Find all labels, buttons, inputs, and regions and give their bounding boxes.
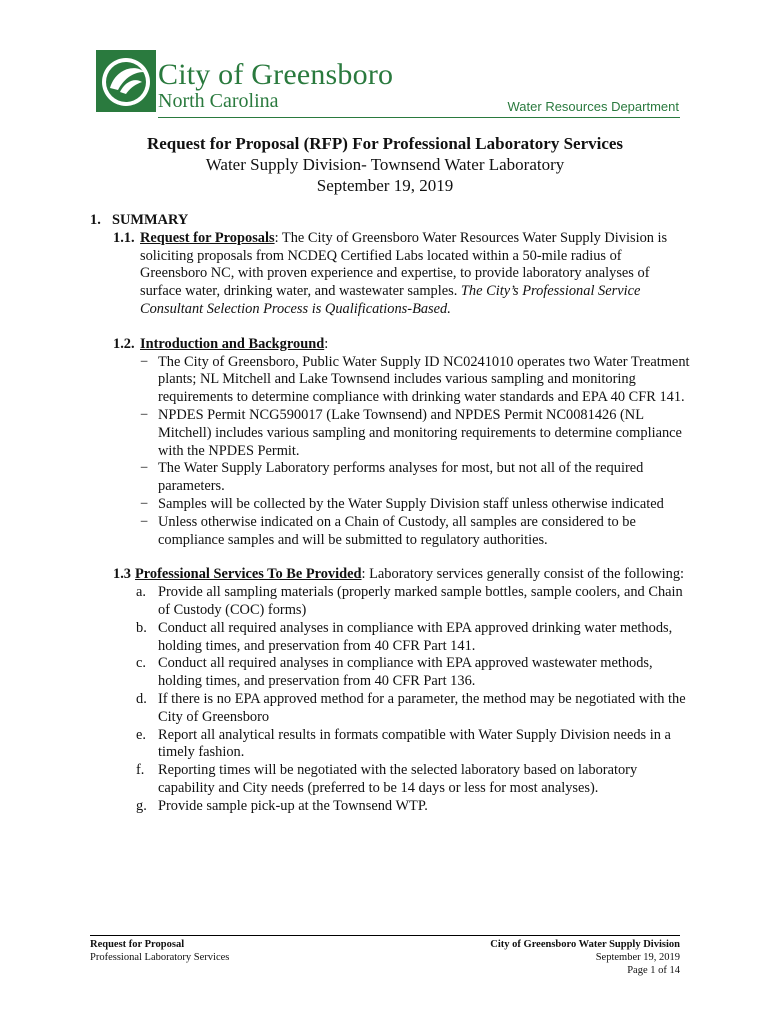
document-body [90,212,690,816]
list-item-text: Samples will be collected by the Water Supply Division staff unless otherwise indicated [158,495,664,512]
list-item-text: NPDES Permit NCG590017 (Lake Townsend) and NPDES Permit NC0081426 (NL Mitchell) includes various sampling and monitoring requirements to determine compliance with the NPDES Permit. [158,406,682,459]
list-item [90,496,690,514]
list-item [90,762,690,798]
paragraph-number: 1.2. [113,335,135,352]
list-item [90,407,690,460]
document-date: September 19, 2019 [316,176,454,195]
paragraph-suffix: : [324,335,329,352]
section-number: 1. [90,212,101,228]
page-number: Page 1 of 14 [627,965,680,976]
list-item [90,727,690,763]
header-rule [158,117,680,118]
list-item-text: Unless otherwise indicated on a Chain of Custody, all samples are considered to be compliance samples and will be submitted to regulatory authorities. [158,513,636,548]
paragraph-number: 1.3 [113,566,131,583]
section-title: SUMMARY [112,212,189,228]
list-item [90,460,690,496]
list-marker: g. [136,797,147,814]
bullet-marker: − [140,460,149,477]
footer-right-title: City of Greensboro Water Supply Division [490,939,680,950]
bullet-marker: − [140,495,149,512]
list-marker: c. [136,655,146,672]
list-item-text: The City of Greensboro, Public Water Supply ID NC0241010 operates two Water Treatment plants; NL Mitchell and Lake Townsend includes various sampling and monitoring requirements to determine compliance with drinking water standards and EPA 40 CFR 141. [158,353,690,406]
logo-title: City of Greensboro [158,58,394,91]
list-item-text: Conduct all required analyses in compliance with EPA approved drinking water methods, holding times, and preservation from 40 CFR Part 141. [158,619,673,654]
list-marker: e. [136,726,146,743]
list-item-text: Report all analytical results in formats compatible with Water Supply Division needs in a timely fashion. [158,726,671,761]
list-item [90,514,690,550]
list-item-text: Reporting times will be negotiated with the selected laboratory based on laboratory capability and City needs (preferred to be 14 days or less for most analyses). [158,762,638,796]
footer-left [90,938,229,964]
footer-right [490,938,680,977]
footer-right-date: September 19, 2019 [595,952,680,963]
list-item-text: If there is no EPA approved method for a parameter, the method may be negotiated with the City of Greensboro [158,690,686,725]
list-marker: b. [136,619,147,636]
paragraph-italic-note: The City’s Professional Service Consultant Selection Process is Qualifications-Based. [140,283,641,317]
list-item-text: Provide sample pick-up at the Townsend WTP. [158,797,428,814]
list-item-text: Conduct all required analyses in compliance with EPA approved wastewater methods, holding times, and preservation from 40 CFR Part 136. [158,655,653,690]
list-item [90,691,690,727]
logo-subtitle: North Carolina [158,90,279,112]
bullet-marker: − [140,513,149,530]
list-item [90,620,690,656]
title-block [0,133,770,196]
list-marker: d. [136,690,147,707]
paragraph-label: Request for Proposals [140,229,275,246]
bullet-marker: − [140,353,149,370]
list-item [90,584,690,620]
list-item-text: Provide all sampling materials (properly marked sample bottles, sample coolers, and Chain of Custody (COC) forms) [158,584,683,618]
paragraph-label: Introduction and Background [140,335,325,352]
city-logo-icon [96,50,156,112]
paragraph-1-2 [113,336,690,354]
department-label: Water Resources Department [507,99,679,114]
paragraph-1-1 [113,230,690,319]
list-item [90,354,690,407]
footer-left-subtitle: Professional Laboratory Services [90,952,230,963]
section-heading [90,212,690,230]
paragraph-text: : The City of Greensboro Water Resources Water Supply Division is soliciting proposals from NCDEQ Certified Labs located within a 50-mile radius of Greensboro NC, with proven experience and expertise, to provide laboratory analyses of surface water, drinking water, and wastewater samples. [140,229,668,300]
bullet-marker: − [140,406,149,423]
paragraph-1-3 [113,566,690,584]
paragraph-label: Professional Services To Be Provided [135,566,362,583]
footer-rule [90,935,680,936]
list-marker: a. [136,584,146,601]
list-item [90,798,690,816]
list-item-text: The Water Supply Laboratory performs analyses for most, but not all of the required parameters. [158,460,644,495]
document-title: Request for Proposal (RFP) For Professional Laboratory Services [146,134,624,153]
list-marker: f. [136,762,145,779]
paragraph-text: : Laboratory services generally consist of the following: [361,566,685,583]
paragraph-number: 1.1. [113,229,135,246]
services-list [90,584,690,815]
footer-left-title: Request for Proposal [90,939,185,950]
background-bullet-list [90,354,690,550]
list-item [90,655,690,691]
document-subtitle: Water Supply Division- Townsend Water Laboratory [205,155,565,174]
